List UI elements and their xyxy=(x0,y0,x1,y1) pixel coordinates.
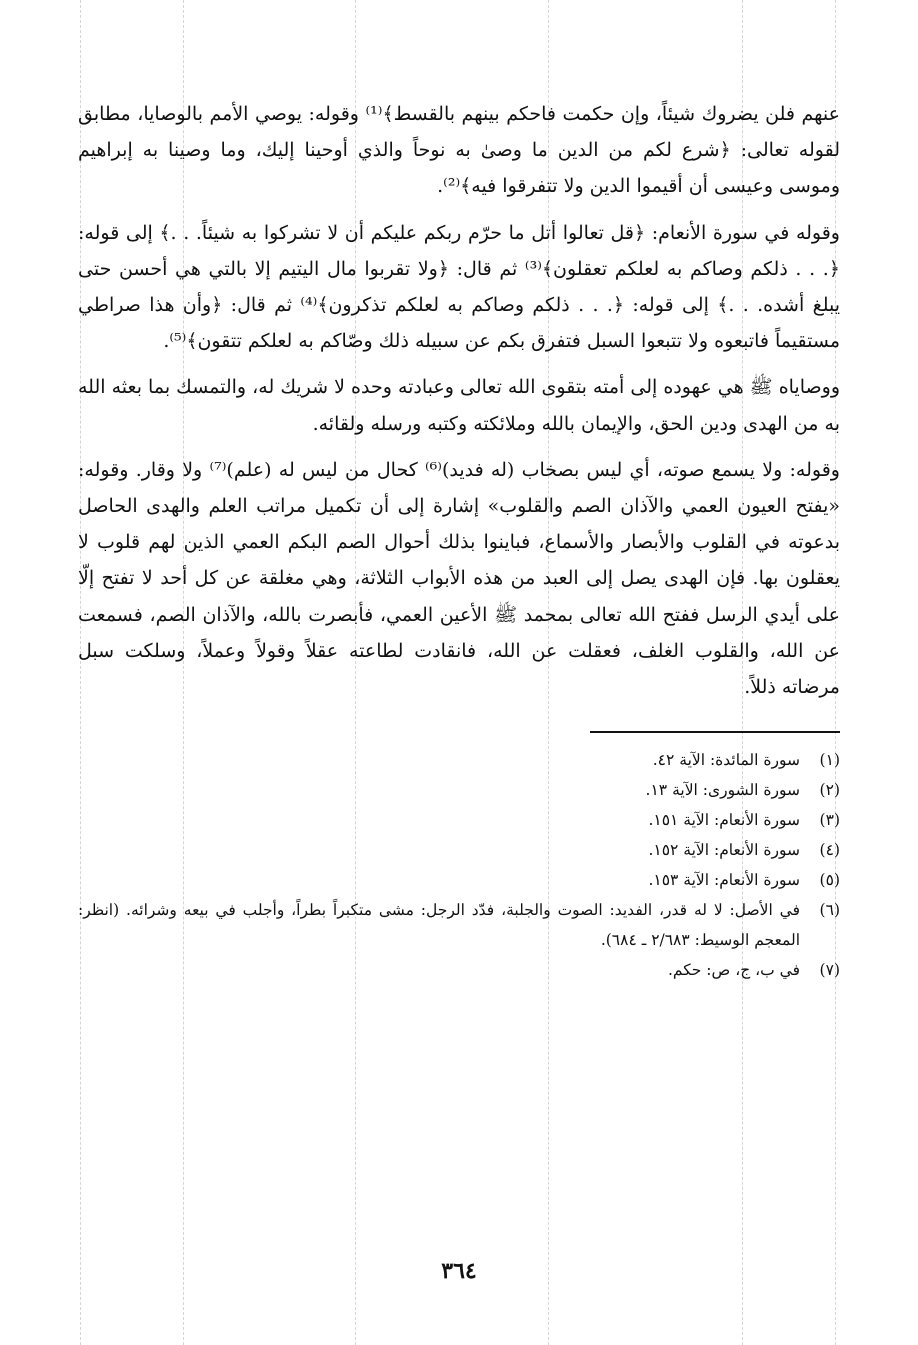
footnote-item xyxy=(78,835,840,865)
footnote-item xyxy=(78,775,840,805)
footnote-number: (٦) xyxy=(819,901,840,920)
footnote-number: (٣) xyxy=(819,811,840,830)
footnote-number: (٧) xyxy=(819,961,840,980)
paragraph-3: ووصاياه ﷺ هي عهوده إلى أمته بتقوى الله تعالى وعبادته وحده لا شريك له، والتمسك بما بعثه الله به من الهدى ودين الحق، والإيمان بالله وملائكته وكتبه ورسله ولقائه. xyxy=(78,376,840,435)
footnote-text: سورة الأنعام: الآية ١٥٢. xyxy=(648,841,800,860)
footnote-item xyxy=(78,865,840,895)
footnote-item xyxy=(78,745,840,775)
page-body xyxy=(78,96,840,985)
footnote-number: (١) xyxy=(819,751,840,770)
paragraph-4: وقوله: ولا يسمع صوته، أي ليس بصخاب (له فديد)⁽⁶⁾ كحال من ليس له (علم)⁽⁷⁾ ولا وقار. وقوله: «يفتح العيون العمي والآذان الصم والقلوب» إشارة إلى أن تكميل مراتب العلم والهدى الحاصل بدعوته في القلوب والأبصار والأسماع، فباينوا بذلك أحوال الصم البكم العمي الذين لهم قلوب لا يعقلون بها. فإن الهدى يصل إلى العبد من هذه الأبواب الثلاثة، وهي مغلقة عن كل أحد لا تفتح إلّا على أيدي الرسل ففتح الله تعالى بمحمد ﷺ الأعين العمي، فأبصرت بالله، والآذان الصم، فسمعت عن الله، والقلوب الغلف، فعقلت عن الله، فانقادت لطاعته عقلاً وقولاً وعملاً، وسلكت سبل مرضاته ذللاً. xyxy=(78,458,840,699)
footnote-text: في ب، ج، ص: حكم. xyxy=(668,961,800,980)
page-number: ٣٦٤ xyxy=(441,1258,477,1284)
footnote-number: (٢) xyxy=(819,781,840,800)
footnote-text: سورة المائدة: الآية ٤٢. xyxy=(652,751,800,770)
footnote-item xyxy=(78,895,840,955)
footnote-text: سورة الشورى: الآية ١٣. xyxy=(645,781,800,800)
footnote-separator xyxy=(590,731,840,733)
footnote-number: (٤) xyxy=(819,841,840,860)
footnote-text: سورة الأنعام: الآية ١٥٣. xyxy=(648,871,800,890)
footnote-text: سورة الأنعام: الآية ١٥١. xyxy=(648,811,800,830)
paragraph-1: عنهم فلن يضروك شيئاً، وإن حكمت فاحكم بينهم بالقسط﴾⁽¹⁾ وقوله: يوصي الأمم بالوصايا، مطابق لقوله تعالى: ﴿شرع لكم من الدين ما وصىٰ به نوحاً والذي أوحينا إليك، وما وصينا به إبراهيم وموسى وعيسى أن أقيموا الدين ولا تتفرقوا فيه﴾⁽²⁾. xyxy=(78,103,840,198)
footnote-text: في الأصل: لا له قدر، الفديد: الصوت والجلبة، فدّد الرجل: مشى متكبراً بطراً، وأجلب في بيعه وشرائه. (انظر: المعجم الوسيط: ٢/٦٨٣ ـ ٦٨٤). xyxy=(78,901,800,950)
footnote-item xyxy=(78,805,840,835)
footnote-item xyxy=(78,955,840,985)
paragraph-2: وقوله في سورة الأنعام: ﴿قل تعالوا أتل ما حرّم ربكم عليكم أن لا تشركوا به شيئاً. . .﴾ إلى قوله: ﴿. . . ذلكم وصاكم به لعلكم تعقلون﴾⁽³⁾ ثم قال: ﴿ولا تقربوا مال اليتيم إلا بالتي هي أحسن حتى يبلغ أشده. . .﴾ إلى قوله: ﴿. . . ذلكم وصاكم به لعلكم تذكرون﴾⁽⁴⁾ ثم قال: ﴿وأن هذا صراطي مستقيماً فاتبعوه ولا تتبعوا السبل فتفرق بكم عن سبيله ذلك وصّاكم به لعلكم تتقون﴾⁽⁵⁾. xyxy=(78,221,841,353)
footnote-number: (٥) xyxy=(819,871,840,890)
footnotes xyxy=(78,745,840,985)
